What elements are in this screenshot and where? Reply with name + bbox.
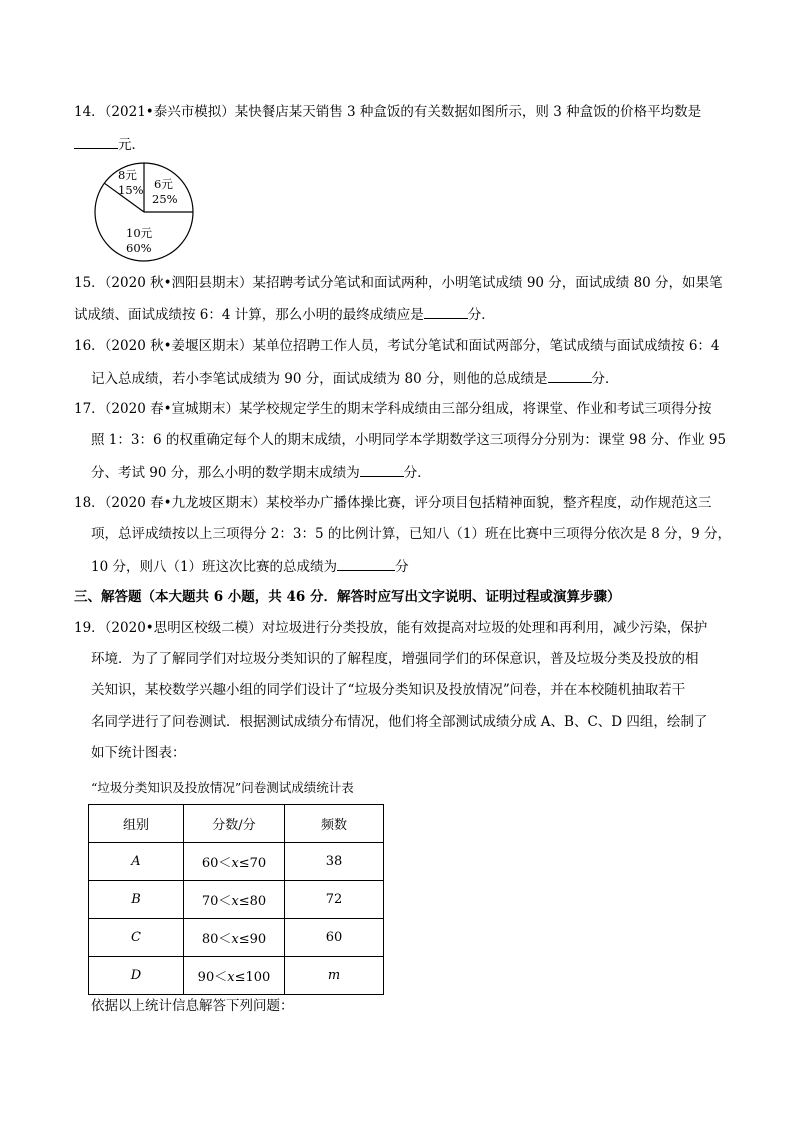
answer-blank[interactable]: [548, 368, 592, 383]
q16-unit: 分．: [591, 371, 619, 387]
score-frequency-table: [88, 804, 384, 995]
q17-line1: 17．（2020 春•宣城期末）某学校规定学生的期末学科成绩由三部分组成，将课堂、作业和考试三项得分按: [74, 401, 712, 417]
range-low: 80: [201, 932, 219, 947]
range-high: 70: [249, 856, 267, 871]
answer-blank[interactable]: [74, 134, 118, 149]
le-sign: ≤: [238, 856, 250, 871]
q19-line3: 关知识，某校数学兴趣小组的同学们设计了“垃圾分类知识及投放情况”问卷，并在本校随机抽取若干: [91, 682, 686, 698]
range-high: 100: [245, 970, 271, 985]
cell-range: [184, 919, 285, 957]
var-x: x: [231, 932, 239, 947]
answer-blank[interactable]: [337, 556, 395, 571]
pie-pct-6yuan: 25%: [152, 192, 178, 206]
cell-group: A: [89, 843, 184, 881]
pie-label-6yuan: 6元: [154, 177, 173, 191]
answer-blank[interactable]: [360, 462, 404, 477]
q15-line2-text: 试成绩、面试成绩按 6：4 计算，那么小明的最终成绩应是: [74, 307, 424, 323]
q19-line4: 名同学进行了问卷测试．根据测试成绩分布情况，他们将全部测试成绩分成 A、B、C、D 四组，绘制了: [91, 714, 708, 730]
q18-line2: 项，总评成绩按以上三项得分 2：3：5 的比例计算，已知八（1）班在比赛中三项得分依次是 8 分，9 分，: [91, 526, 731, 542]
pie-pct-10yuan: 60%: [126, 241, 152, 255]
cell-frequency: m: [285, 957, 384, 995]
header-frequency: 频数: [285, 805, 384, 843]
range-high: 80: [249, 894, 267, 909]
lt-sign: ＜: [218, 894, 232, 909]
q14-unit: 元．: [118, 137, 145, 153]
q17-line2: 照 1：3：6 的权重确定每个人的期末成绩，小明同学本学期数学这三项得分分别为：课堂 98 分、作业 95: [91, 432, 727, 448]
cell-range: [184, 843, 285, 881]
range-high: 90: [249, 932, 267, 947]
pie-label-10yuan: 10元: [126, 226, 153, 240]
q17-line3-text: 分、考试 90 分，那么小明的数学期末成绩为: [91, 465, 360, 481]
range-low: 90: [197, 970, 215, 985]
q18-line1: 18．（2020 春•九龙坡区期末）某校举办广播体操比赛，评分项目包括精神面貌，整齐程度，动作规范这三: [74, 495, 712, 511]
q18-unit: 分: [395, 559, 409, 575]
header-group: 组别: [89, 805, 184, 843]
q16-line2: [91, 368, 619, 388]
q16-line1: 16．（2020 秋•姜堰区期末）某单位招聘工作人员，考试分笔试和面试两部分，笔试成绩与面试成绩按 6：4: [74, 338, 720, 354]
cell-frequency: 38: [285, 843, 384, 881]
le-sign: ≤: [238, 894, 250, 909]
cell-frequency: 60: [285, 919, 384, 957]
pie-label-8yuan: 8元: [118, 168, 137, 182]
pie-pct-8yuan: 15%: [118, 183, 144, 197]
cell-group: C: [89, 919, 184, 957]
q17-line3: [91, 462, 431, 482]
cell-range: [184, 881, 285, 919]
table-row: [89, 881, 384, 919]
q19-line5: 如下统计图表：: [91, 745, 186, 761]
q19-line1: 19．（2020•思明区校级二模）对垃圾进行分类投放，能有效提高对垃圾的处理和再利用，减少污染，保护: [74, 620, 708, 636]
var-x: x: [231, 894, 239, 909]
cell-group: B: [89, 881, 184, 919]
lt-sign: ＜: [218, 932, 232, 947]
table-row: [89, 843, 384, 881]
var-x: x: [231, 856, 239, 871]
table-header-row: [89, 805, 384, 843]
q19-line2: 环境．为了了解同学们对垃圾分类知识的了解程度，增强同学们的环保意识，普及垃圾分类及投放的相: [91, 651, 699, 667]
answer-blank[interactable]: [424, 304, 468, 319]
table-row: [89, 919, 384, 957]
q15-line1: 15．（2020 秋•泗阳县期末）某招聘考试分笔试和面试两种，小明笔试成绩 90 分，面试成绩 80 分，如果笔: [74, 275, 723, 291]
q15-line2: [74, 304, 495, 324]
q15-unit: 分．: [467, 307, 495, 323]
table-caption: “垃圾分类知识及投放情况”问卷测试成绩统计表: [91, 780, 354, 795]
var-x: x: [227, 970, 235, 985]
lt-sign: ＜: [214, 970, 228, 985]
cell-frequency: 72: [285, 881, 384, 919]
le-sign: ≤: [234, 970, 246, 985]
q18-line3-text: 10 分，则八（1）班这次比赛的总成绩为: [91, 559, 338, 575]
le-sign: ≤: [238, 932, 250, 947]
header-score: 分数/分: [184, 805, 285, 843]
range-low: 70: [201, 894, 219, 909]
section-3-heading: 三、解答题（本大题共 6 小题，共 46 分．解答时应写出文字说明、证明过程或演算步骤）: [74, 589, 621, 605]
q14-line2: [74, 134, 145, 154]
q17-unit: 分．: [403, 465, 431, 481]
lt-sign: ＜: [218, 856, 232, 871]
range-low: 60: [201, 856, 219, 871]
cell-range: [184, 957, 285, 995]
q14-line1: 14．（2021•泰兴市模拟）某快餐店某天销售 3 种盒饭的有关数据如图所示，则 3 种盒饭的价格平均数是: [74, 104, 702, 120]
cell-group: D: [89, 957, 184, 995]
table-row: [89, 957, 384, 995]
q16-line2-text: 记入总成绩，若小李笔试成绩为 90 分，面试成绩为 80 分，则他的总成绩是: [91, 371, 548, 387]
q19-footer: 依据以上统计信息解答下列问题：: [91, 998, 294, 1014]
pie-chart: [92, 160, 196, 264]
q18-line3: [91, 556, 409, 576]
